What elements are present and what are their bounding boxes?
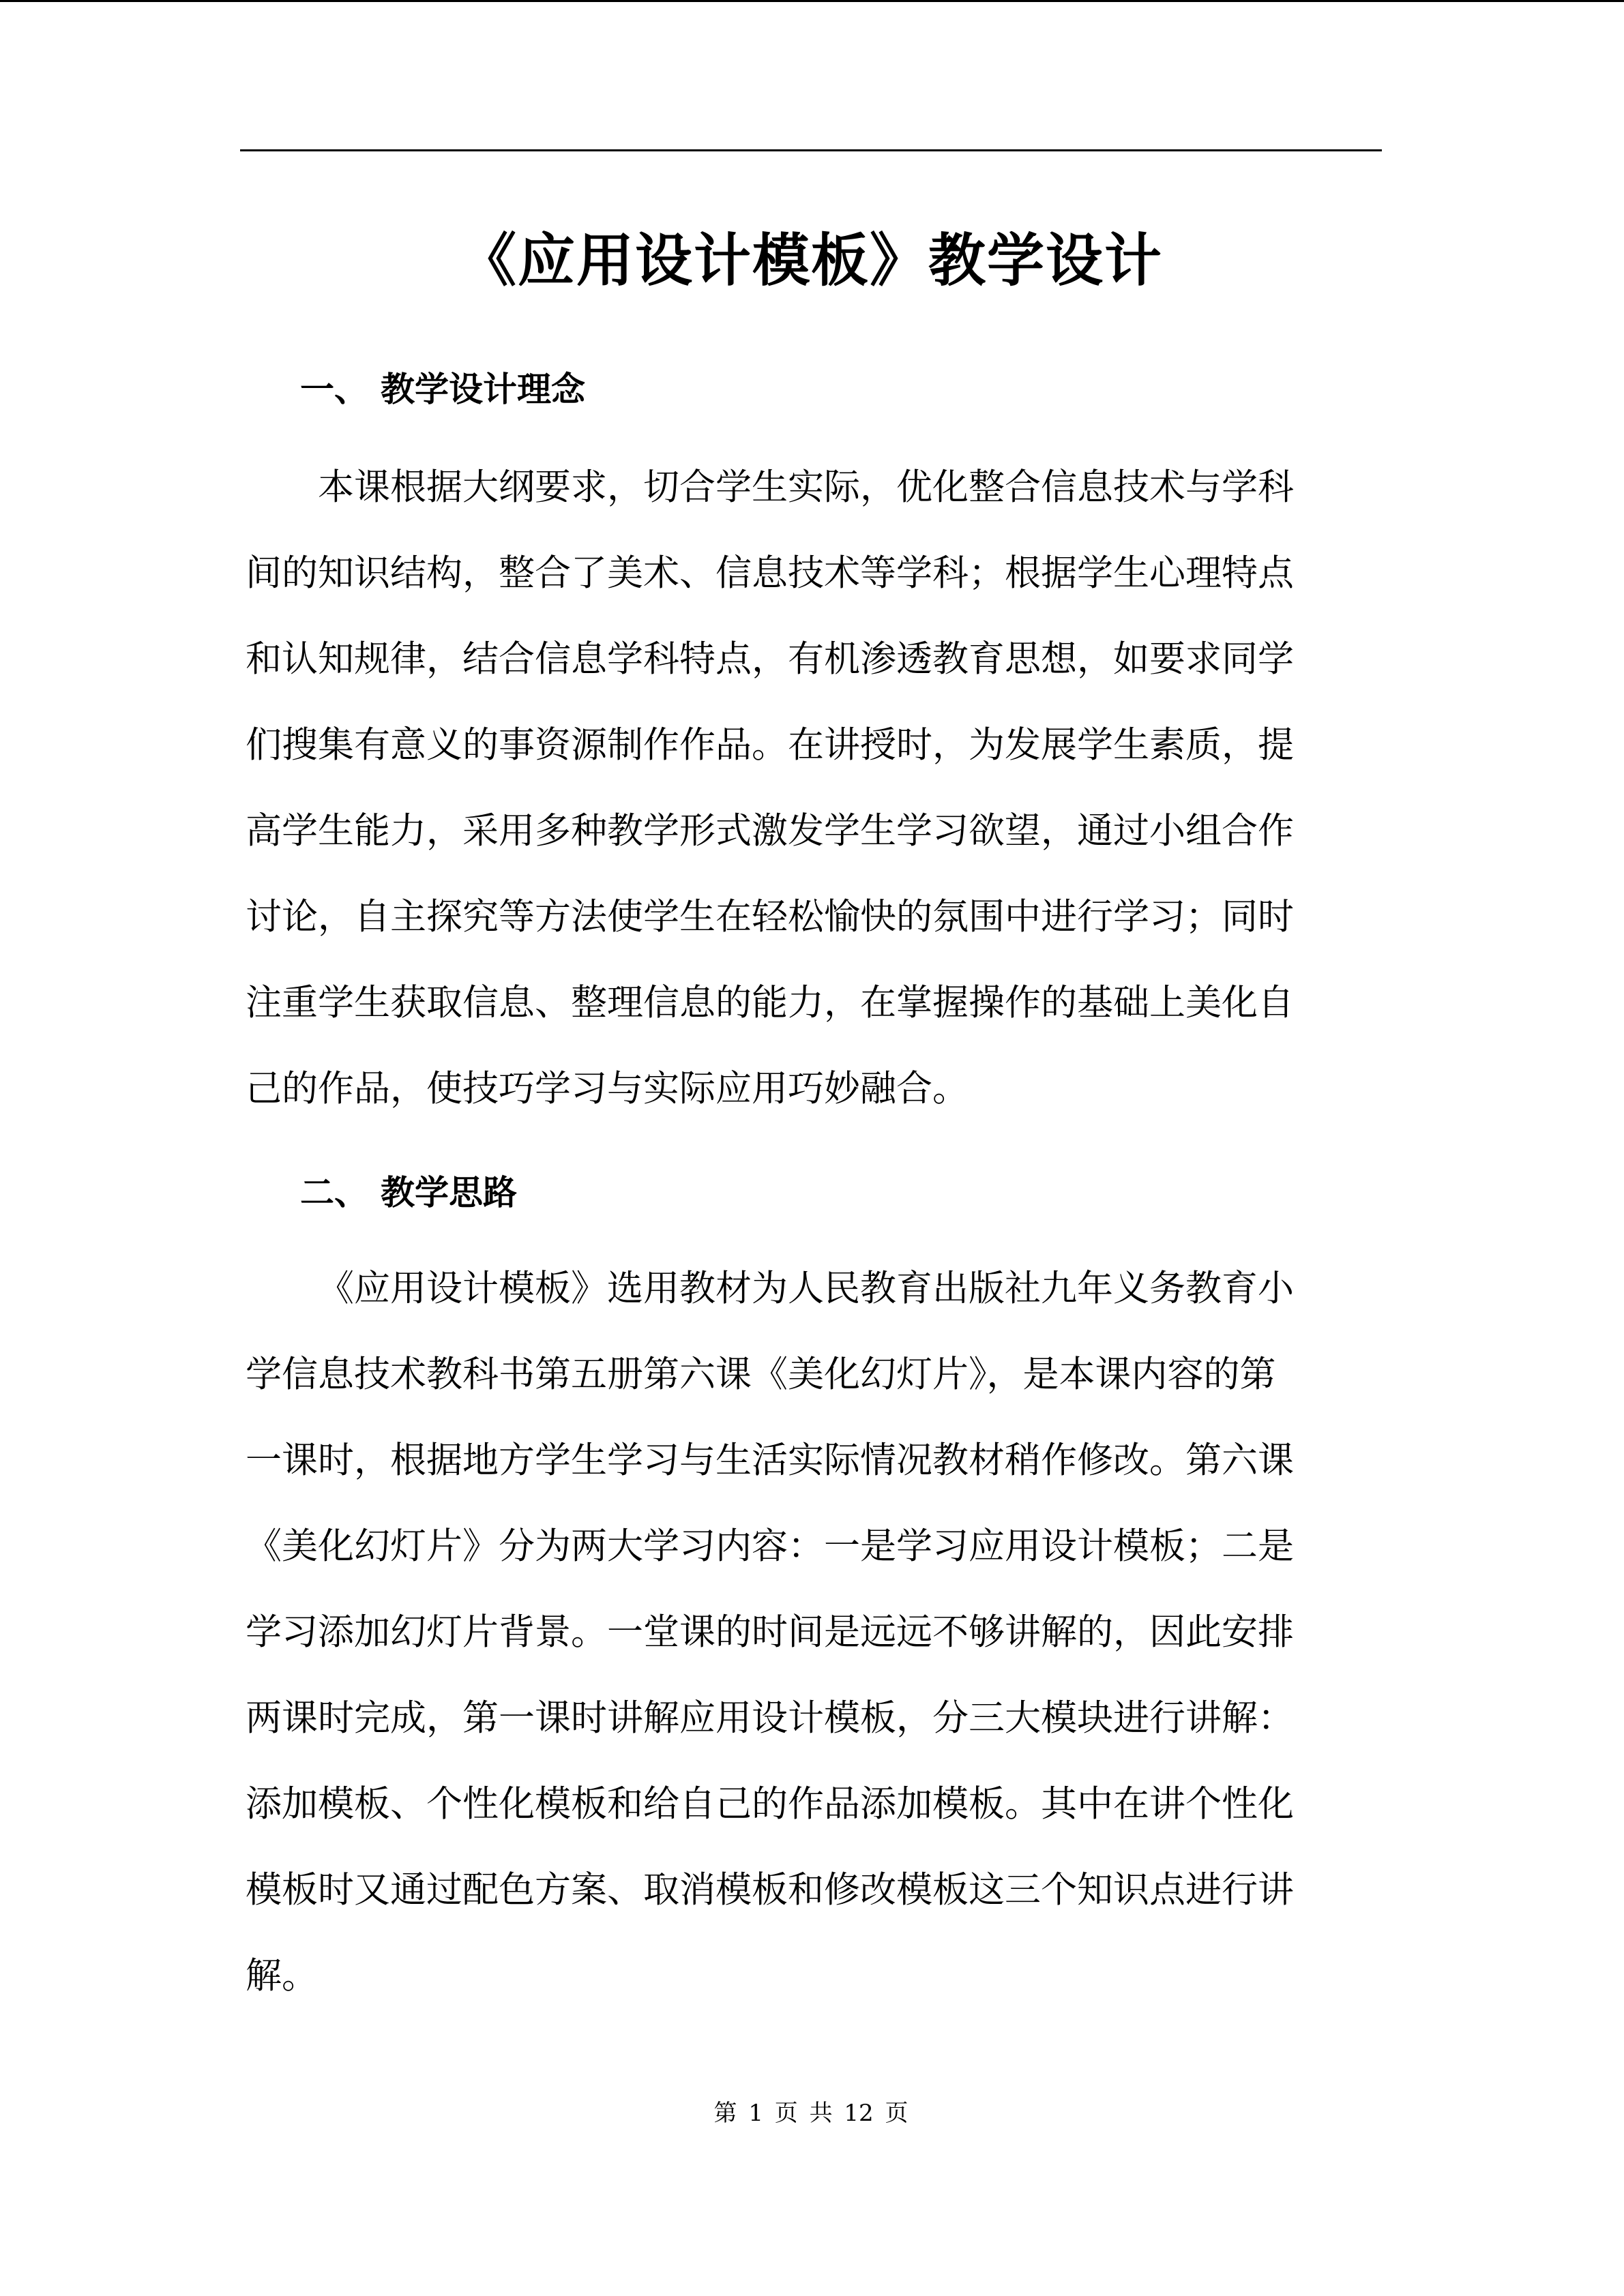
paragraph-2 bbox=[246, 1246, 1350, 2019]
section-title-1: 教学设计理念 bbox=[381, 369, 585, 409]
section-title-2: 教学思路 bbox=[381, 1172, 517, 1212]
paragraph-line: 本课根据大纲要求，切合学生实际，优化整合信息技术与学科 bbox=[318, 466, 1294, 508]
paragraph-line: 己的作品，使技巧学习与实际应用巧妙融合。 bbox=[246, 1068, 969, 1109]
paragraph-line: 注重学生获取信息、整理信息的能力，在掌握操作的基础上美化自 bbox=[246, 982, 1294, 1024]
paragraph-line: 《美化幻灯片》分为两大学习内容：一是学习应用设计模板；二是 bbox=[246, 1525, 1294, 1567]
page-top-border bbox=[0, 0, 1624, 2]
paragraph-line: 间的知识结构，整合了美术、信息技术等学科；根据学生心理特点 bbox=[246, 552, 1294, 594]
paragraph-line: 解。 bbox=[246, 1955, 318, 1997]
paragraph-1 bbox=[246, 445, 1350, 1132]
paragraph-line: 一课时，根据地方学生学习与生活实际情况教材稍作修改。第六课 bbox=[246, 1440, 1294, 1481]
section-heading-1 bbox=[300, 362, 585, 417]
paragraph-line: 模板时又通过配色方案、取消模板和修改模板这三个知识点进行讲 bbox=[246, 1869, 1294, 1911]
page-footer: 第 1 页 共 12 页 bbox=[713, 2100, 909, 2127]
paragraph-line: 学习添加幻灯片背景。一堂课的时间是远远不够讲解的，因此安排 bbox=[246, 1611, 1294, 1653]
document-title: 《应用设计模板》教学设计 bbox=[458, 226, 1163, 294]
section-number-1: 一、 bbox=[300, 369, 368, 409]
paragraph-line: 高学生能力，采用多种教学形式激发学生学习欲望，通过小组合作 bbox=[246, 810, 1294, 852]
paragraph-line: 和认知规律，结合信息学科特点，有机渗透教育思想，如要求同学 bbox=[246, 638, 1294, 680]
paragraph-line: 讨论，自主探究等方法使学生在轻松愉快的氛围中进行学习；同时 bbox=[246, 896, 1294, 938]
section-heading-2 bbox=[300, 1165, 517, 1220]
paragraph-line: 添加模板、个性化模板和给自己的作品添加模板。其中在讲个性化 bbox=[246, 1783, 1294, 1825]
section-number-2: 二、 bbox=[300, 1172, 368, 1212]
paragraph-line: 们搜集有意义的事资源制作作品。在讲授时，为发展学生素质，提 bbox=[246, 724, 1294, 766]
paragraph-line: 学信息技术教科书第五册第六课《美化幻灯片》，是本课内容的第 bbox=[246, 1354, 1276, 1395]
paragraph-line: 两课时完成，第一课时讲解应用设计模板，分三大模块进行讲解： bbox=[246, 1697, 1294, 1739]
header-rule bbox=[240, 149, 1382, 151]
paragraph-line: 《应用设计模板》选用教材为人民教育出版社九年义务教育小 bbox=[318, 1268, 1294, 1309]
